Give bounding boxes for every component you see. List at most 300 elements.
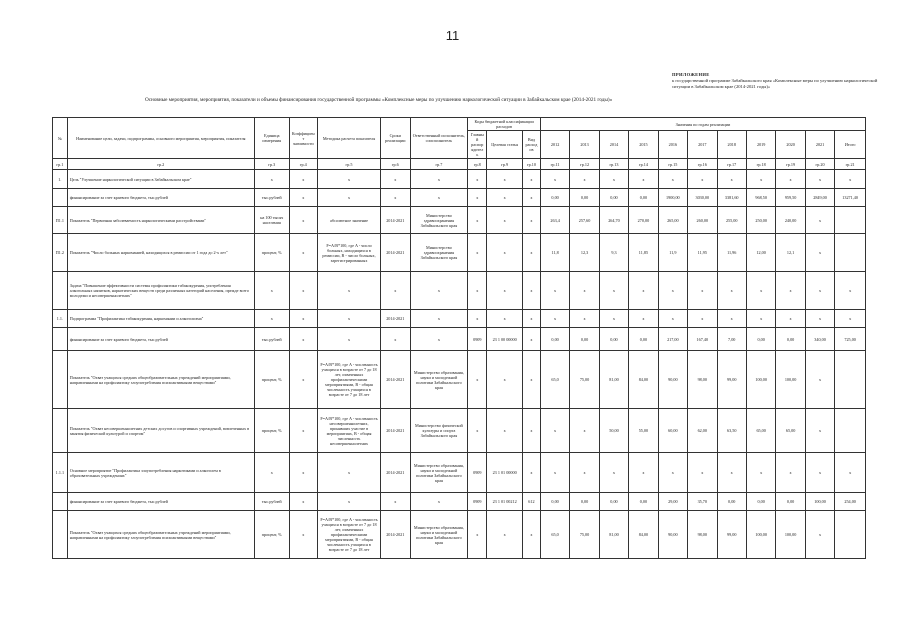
table-cell: х bbox=[776, 170, 805, 189]
table-cell: 260,00 bbox=[688, 207, 717, 234]
table-cell: х bbox=[835, 170, 866, 189]
table-row bbox=[53, 207, 866, 234]
table-cell: х bbox=[523, 189, 541, 207]
table-cell: х bbox=[487, 409, 523, 453]
table-head bbox=[53, 118, 866, 170]
table-cell: 2014-2021 bbox=[381, 409, 410, 453]
table-row bbox=[53, 511, 866, 559]
table-cell: 81,00 bbox=[599, 511, 628, 559]
table-cell: х bbox=[468, 351, 487, 409]
table-cell: х bbox=[523, 272, 541, 310]
column-number-row bbox=[53, 159, 866, 170]
table-cell: 968,50 bbox=[746, 189, 775, 207]
table-cell: 0,00 bbox=[570, 189, 599, 207]
table-cell: Министерство здравоохранения Забайкальского края bbox=[410, 207, 468, 234]
table-cell: 90,00 bbox=[658, 511, 687, 559]
table-cell: х bbox=[805, 207, 834, 234]
table-cell: х bbox=[410, 328, 468, 351]
table-cell: х bbox=[805, 234, 834, 272]
table-cell: 0,00 bbox=[570, 328, 599, 351]
table-cell: х bbox=[523, 409, 541, 453]
table-cell: х bbox=[629, 272, 658, 310]
table-cell bbox=[835, 511, 866, 559]
page-number: 11 bbox=[445, 28, 460, 43]
column-number: гр.5 bbox=[317, 159, 380, 170]
table-cell: х bbox=[289, 189, 317, 207]
table-cell: 255,00 bbox=[717, 207, 746, 234]
table-cell: 250,00 bbox=[746, 207, 775, 234]
row-label: Показатель "Число больных наркоманией, находящихся в ремиссии от 1 года до 2-х лет" bbox=[67, 234, 254, 272]
table-cell bbox=[53, 493, 68, 511]
table-cell: F=A/B*100, где A - численность учащихся в возрасте от 7 до 18 лет, охваченных профилактическими мероприятиями, B - общая численность учащихся в возрасте от 7 до 18 лет bbox=[317, 351, 380, 409]
table-row bbox=[53, 328, 866, 351]
table-cell bbox=[53, 272, 68, 310]
table-cell: 340,00 bbox=[805, 328, 834, 351]
column-number: гр.2 bbox=[67, 159, 254, 170]
table-cell: 84,00 bbox=[629, 511, 658, 559]
row-label: Задача "Повышение эффективности системы профилактики табакокурения, употребления алкогольных напитков, наркотических веществ среди различных категорий населения, прежде всего молодежи и несовершеннолетних" bbox=[67, 272, 254, 310]
table-cell: 0,00 bbox=[629, 189, 658, 207]
table-cell: 35,70 bbox=[688, 493, 717, 511]
table-cell: х bbox=[254, 310, 289, 328]
table-cell: х bbox=[468, 189, 487, 207]
table-cell: 167,40 bbox=[688, 328, 717, 351]
table-cell: процент, % bbox=[254, 511, 289, 559]
table-cell: х bbox=[570, 310, 599, 328]
table-cell: х bbox=[289, 207, 317, 234]
table-cell: х bbox=[254, 453, 289, 493]
table-row bbox=[53, 234, 866, 272]
table-cell: 75,00 bbox=[570, 511, 599, 559]
column-number: гр.15 bbox=[658, 159, 687, 170]
column-number: гр.8 bbox=[468, 159, 487, 170]
table-cell: х bbox=[717, 453, 746, 493]
column-number: гр.4 bbox=[289, 159, 317, 170]
table-cell: х bbox=[523, 234, 541, 272]
table-cell: абсолютное значение bbox=[317, 207, 380, 234]
table-row bbox=[53, 310, 866, 328]
table-cell: х bbox=[717, 310, 746, 328]
table-cell: 2014-2021 bbox=[381, 207, 410, 234]
table-cell: х bbox=[805, 351, 834, 409]
table-cell: тыс.рублей bbox=[254, 493, 289, 511]
table-cell bbox=[53, 351, 68, 409]
table-cell: х bbox=[776, 310, 805, 328]
table-cell: х bbox=[468, 511, 487, 559]
table-cell: тыс.рублей bbox=[254, 189, 289, 207]
table-cell: 254,00 bbox=[835, 493, 866, 511]
program-table bbox=[52, 117, 866, 559]
header-year: 2020 bbox=[776, 131, 805, 159]
table-cell: х bbox=[487, 310, 523, 328]
table-cell: х bbox=[317, 170, 380, 189]
table-cell: х bbox=[540, 170, 569, 189]
table-cell: 0,00 bbox=[570, 493, 599, 511]
table-cell: 240,00 bbox=[776, 207, 805, 234]
header-name: Наименование цели, задачи, подпрограммы, основного мероприятия, мероприятия, показателя bbox=[67, 118, 254, 159]
table-cell: х bbox=[468, 310, 487, 328]
table-cell: х bbox=[381, 493, 410, 511]
table-cell: х bbox=[746, 272, 775, 310]
table-cell: х bbox=[487, 351, 523, 409]
table-cell: 2014-2021 bbox=[381, 453, 410, 493]
table-cell: 100,00 bbox=[746, 511, 775, 559]
header-values: Значения по годам реализации bbox=[540, 118, 865, 131]
header-budget-codes: Коды бюджетной классификации расходов bbox=[468, 118, 541, 131]
column-number: гр.11 bbox=[540, 159, 569, 170]
table-cell: F=A/B*100, где A - численность учащихся в возрасте от 7 до 18 лет, охваченных профилактическими мероприятиями, B - общая численность учащихся в возрасте от 7 до 18 лет bbox=[317, 511, 380, 559]
header-num: № bbox=[53, 118, 68, 159]
table-cell: х bbox=[805, 170, 834, 189]
header-unit: Единица измерения bbox=[254, 118, 289, 159]
table-cell: 13271,40 bbox=[835, 189, 866, 207]
table-cell: 2014-2021 bbox=[381, 511, 410, 559]
row-label: Основное мероприятие "Профилактика злоупотребления наркотиками и алкоголем в образовательных учреждениях" bbox=[67, 453, 254, 493]
table-cell: х bbox=[540, 272, 569, 310]
table-cell: х bbox=[540, 409, 569, 453]
table-cell: х bbox=[410, 493, 468, 511]
table-cell: х bbox=[746, 170, 775, 189]
table-cell: х bbox=[468, 234, 487, 272]
table-cell: х bbox=[523, 328, 541, 351]
header-coef: Коэффициент значимости bbox=[289, 118, 317, 159]
table-cell: х bbox=[717, 170, 746, 189]
row-label: Цель "Улучшение наркологической ситуации в Забайкальском крае" bbox=[67, 170, 254, 189]
header-year: 2016 bbox=[658, 131, 687, 159]
table-cell: F=A/B*100, где A - число больных, находящихся в ремиссии, B - число больных, зарегистрированных bbox=[317, 234, 380, 272]
table-cell: 3381,60 bbox=[717, 189, 746, 207]
table-cell: х bbox=[658, 453, 687, 493]
table-cell: 62,00 bbox=[688, 409, 717, 453]
table-cell: 263,4 bbox=[540, 207, 569, 234]
column-number: гр.7 bbox=[410, 159, 468, 170]
column-number: гр.10 bbox=[523, 159, 541, 170]
column-number: гр.18 bbox=[746, 159, 775, 170]
table-cell: 99,00 bbox=[717, 511, 746, 559]
table-cell: х bbox=[317, 272, 380, 310]
table-cell: х bbox=[410, 189, 468, 207]
row-label: финансирование за счет краевого бюджета, тыс.рублей bbox=[67, 189, 254, 207]
table-cell: 11,95 bbox=[688, 234, 717, 272]
table-cell: х bbox=[805, 453, 834, 493]
table-cell: 75,00 bbox=[570, 351, 599, 409]
table-cell: х bbox=[487, 511, 523, 559]
table-cell: 0,00 bbox=[629, 493, 658, 511]
header-vr: Вид расходов bbox=[523, 131, 541, 159]
table-cell: х bbox=[289, 351, 317, 409]
table-cell: 2014-2021 bbox=[381, 310, 410, 328]
table-cell: х bbox=[540, 310, 569, 328]
table-cell: х bbox=[381, 189, 410, 207]
header-year: 2018 bbox=[717, 131, 746, 159]
table-cell: х bbox=[289, 453, 317, 493]
table-cell: х bbox=[381, 272, 410, 310]
table-cell: 264,70 bbox=[599, 207, 628, 234]
table-cell: 65,0 bbox=[540, 351, 569, 409]
table-cell: 0,00 bbox=[776, 328, 805, 351]
column-number: гр.20 bbox=[805, 159, 834, 170]
row-label: Показатель "Охват учащихся средних общеобразовательных учреждений мероприятиями, направленными на профилактику злоупотребления психоактивными веществами" bbox=[67, 511, 254, 559]
table-cell: 257,60 bbox=[570, 207, 599, 234]
table-cell: х bbox=[835, 272, 866, 310]
table-cell: 90,00 bbox=[658, 351, 687, 409]
table-cell: х bbox=[487, 170, 523, 189]
table-row bbox=[53, 272, 866, 310]
table-cell: Министерство образования, науки и молодежной политики Забайкальского края bbox=[410, 453, 468, 493]
table-cell: 99,00 bbox=[717, 351, 746, 409]
table-cell: 0,00 bbox=[540, 493, 569, 511]
table-cell: х bbox=[289, 328, 317, 351]
table-cell: 65,0 bbox=[540, 511, 569, 559]
column-number: гр.3 bbox=[254, 159, 289, 170]
document-title: Основные мероприятия, мероприятия, показатели и объемы финансирования государственной программы «Комплексные меры по улучшению наркологической ситуации в Забайкальском крае (2014-2021 годы)» bbox=[145, 97, 613, 103]
table-cell: х bbox=[746, 310, 775, 328]
table-cell: х bbox=[410, 310, 468, 328]
table-cell: х bbox=[289, 170, 317, 189]
table-cell: 0909 bbox=[468, 493, 487, 511]
table-cell: х bbox=[835, 453, 866, 493]
table-cell: 60,00 bbox=[658, 409, 687, 453]
table-cell: х bbox=[289, 310, 317, 328]
table-cell: 100,00 bbox=[776, 351, 805, 409]
table-cell: х bbox=[805, 409, 834, 453]
column-number: гр.16 bbox=[688, 159, 717, 170]
table-cell: процент, % bbox=[254, 351, 289, 409]
header-year: 2015 bbox=[629, 131, 658, 159]
header-grbs: Главный распорядитель bbox=[468, 131, 487, 159]
row-label: финансирование за счет краевого бюджета, тыс.рублей bbox=[67, 328, 254, 351]
table-cell: х bbox=[468, 170, 487, 189]
table-cell: 2849,00 bbox=[805, 189, 834, 207]
table-cell: х bbox=[317, 189, 380, 207]
table-cell: 725,00 bbox=[835, 328, 866, 351]
table-cell: х bbox=[317, 453, 380, 493]
table-cell: 2014-2021 bbox=[381, 351, 410, 409]
table-cell: х bbox=[289, 272, 317, 310]
table-cell: х bbox=[289, 234, 317, 272]
table-cell: х bbox=[688, 272, 717, 310]
table-cell: х bbox=[487, 207, 523, 234]
table-cell: х bbox=[746, 453, 775, 493]
table-cell: 65,00 bbox=[776, 409, 805, 453]
table-cell: х bbox=[629, 170, 658, 189]
table-cell: х bbox=[410, 272, 468, 310]
table-cell: х bbox=[570, 409, 599, 453]
table-cell: 63,50 bbox=[717, 409, 746, 453]
column-number: гр.19 bbox=[776, 159, 805, 170]
table-cell: х bbox=[317, 328, 380, 351]
table-cell: 0,00 bbox=[746, 493, 775, 511]
table-cell: на 100 тысяч населения bbox=[254, 207, 289, 234]
header-csr: Целевая статья bbox=[487, 131, 523, 159]
table-cell: 23 1 01 00212 bbox=[487, 493, 523, 511]
row-label: Показатель "Охват несовершеннолетних детских досугов и спортивных учреждений, вовлеченных в занятия физической культурой и спортом" bbox=[67, 409, 254, 453]
table-row bbox=[53, 170, 866, 189]
table-cell: 265,00 bbox=[658, 207, 687, 234]
appendix-text: к государственной программе Забайкальского края «Комплексные меры по улучшению наркологической ситуации в Забайкальском крае (2014-2021 годы)» bbox=[672, 78, 878, 89]
header-year: 2021 bbox=[805, 131, 834, 159]
table-cell: 12,1 bbox=[776, 234, 805, 272]
table-cell: 0,00 bbox=[599, 189, 628, 207]
column-number: гр.9 bbox=[487, 159, 523, 170]
header-executor: Ответственный исполнитель, соисполнитель bbox=[410, 118, 468, 159]
table-cell: 2014-2021 bbox=[381, 234, 410, 272]
header-year: 2019 bbox=[746, 131, 775, 159]
row-label: Показатель "Охват учащихся средних общеобразовательных учреждений мероприятиями, направленными на профилактику злоупотребления психоактивными веществами" bbox=[67, 351, 254, 409]
table-body bbox=[53, 170, 866, 559]
table-cell: х bbox=[658, 272, 687, 310]
table-cell: х bbox=[835, 310, 866, 328]
table-cell: 0,00 bbox=[746, 328, 775, 351]
table-cell: х bbox=[658, 310, 687, 328]
table-cell: х bbox=[776, 272, 805, 310]
table-cell: 55,00 bbox=[629, 409, 658, 453]
table-cell: х bbox=[805, 310, 834, 328]
table-cell: х bbox=[570, 453, 599, 493]
table-cell: х bbox=[599, 170, 628, 189]
table-cell: х bbox=[570, 170, 599, 189]
table-cell: Министерство образования, науки и молодежной политики Забайкальского края bbox=[410, 351, 468, 409]
table-cell: 0909 bbox=[468, 453, 487, 493]
table-cell: х bbox=[805, 511, 834, 559]
table-cell: процент, % bbox=[254, 409, 289, 453]
table-cell: 1. bbox=[53, 170, 68, 189]
table-cell: процент, % bbox=[254, 234, 289, 272]
row-label: финансирование за счет краевого бюджета, тыс.рублей bbox=[67, 493, 254, 511]
table-cell: х bbox=[599, 453, 628, 493]
table-cell: П1.1 bbox=[53, 207, 68, 234]
table-row bbox=[53, 409, 866, 453]
table-cell: 217,00 bbox=[658, 328, 687, 351]
column-number: гр.6 bbox=[381, 159, 410, 170]
table-cell: х bbox=[289, 493, 317, 511]
header-method: Методика расчета показателя bbox=[317, 118, 380, 159]
appendix-heading: ПРИЛОЖЕНИЕ bbox=[672, 72, 710, 77]
table-cell: х bbox=[658, 170, 687, 189]
table-cell: х bbox=[487, 234, 523, 272]
table-cell: 11,9 bbox=[658, 234, 687, 272]
table-cell: х bbox=[523, 453, 541, 493]
table-cell: х bbox=[629, 453, 658, 493]
table-cell: х bbox=[523, 170, 541, 189]
table-cell: 100,00 bbox=[776, 511, 805, 559]
table-cell: 0,00 bbox=[776, 493, 805, 511]
table-cell: 23 1 01 00000 bbox=[487, 453, 523, 493]
table-cell: Министерство здравоохранения Забайкальского края bbox=[410, 234, 468, 272]
table-cell: 11,8 bbox=[540, 234, 569, 272]
table-cell: х bbox=[523, 511, 541, 559]
table-cell: 0,00 bbox=[540, 328, 569, 351]
table-cell: 23 1 00 00000 bbox=[487, 328, 523, 351]
table-cell: Министерство образования, науки и молодежной политики Забайкальского края bbox=[410, 511, 468, 559]
table-cell: 1.1. bbox=[53, 310, 68, 328]
table-cell: 65,00 bbox=[746, 409, 775, 453]
table-cell: 3030,00 bbox=[688, 189, 717, 207]
table-cell: х bbox=[523, 207, 541, 234]
column-number: гр.12 bbox=[570, 159, 599, 170]
table-cell: 98,00 bbox=[688, 511, 717, 559]
table-cell bbox=[835, 207, 866, 234]
table-cell: 0909 bbox=[468, 328, 487, 351]
column-number: гр.14 bbox=[629, 159, 658, 170]
table-cell: х bbox=[254, 170, 289, 189]
table-cell: х bbox=[317, 310, 380, 328]
table-cell: П1.2 bbox=[53, 234, 68, 272]
table-cell: 270,00 bbox=[629, 207, 658, 234]
table-cell bbox=[835, 351, 866, 409]
table-cell: 100,00 bbox=[805, 493, 834, 511]
header-period: Сроки реализации bbox=[381, 118, 410, 159]
table-cell: х bbox=[805, 272, 834, 310]
table-cell: х bbox=[570, 272, 599, 310]
table-cell: х bbox=[688, 170, 717, 189]
row-label: Показатель "Первичная заболеваемость наркологическими расстройствами" bbox=[67, 207, 254, 234]
table-cell: х bbox=[717, 272, 746, 310]
table-cell: 0,00 bbox=[629, 328, 658, 351]
table-cell: 9,3 bbox=[599, 234, 628, 272]
table-cell: х bbox=[289, 511, 317, 559]
table-cell: 612 bbox=[523, 493, 541, 511]
table-cell: 84,00 bbox=[629, 351, 658, 409]
table-cell: х bbox=[523, 310, 541, 328]
table-row bbox=[53, 351, 866, 409]
table-cell: 0,00 bbox=[599, 328, 628, 351]
table-cell bbox=[53, 511, 68, 559]
table-cell: х bbox=[381, 170, 410, 189]
column-number: гр.1 bbox=[53, 159, 68, 170]
table-cell bbox=[835, 234, 866, 272]
table-cell: F=A/B*100, где A - численность несовершеннолетних, принявших участие в мероприятиях, B - общая численность несовершеннолетних bbox=[317, 409, 380, 453]
table-cell: 0,00 bbox=[540, 189, 569, 207]
table-cell bbox=[53, 328, 68, 351]
table-cell: х bbox=[599, 272, 628, 310]
table-cell: 50,00 bbox=[599, 409, 628, 453]
table-cell: х bbox=[381, 328, 410, 351]
row-label: Подпрограмма "Профилактика табакокурения, наркомании и алкоголизма" bbox=[67, 310, 254, 328]
table-cell: тыс.рублей bbox=[254, 328, 289, 351]
table-cell: 11,96 bbox=[717, 234, 746, 272]
table-cell bbox=[53, 189, 68, 207]
table-cell: х bbox=[468, 409, 487, 453]
table-cell: х bbox=[688, 310, 717, 328]
table-cell: х bbox=[776, 453, 805, 493]
table-cell: 1900,00 bbox=[658, 189, 687, 207]
table-cell: х bbox=[540, 453, 569, 493]
column-number: гр.17 bbox=[717, 159, 746, 170]
table-cell bbox=[53, 409, 68, 453]
table-cell: 100,00 bbox=[746, 351, 775, 409]
table-row bbox=[53, 189, 866, 207]
table-cell: х bbox=[599, 310, 628, 328]
appendix-note bbox=[672, 72, 882, 90]
table-cell: х bbox=[523, 351, 541, 409]
table-cell: 7,00 bbox=[717, 328, 746, 351]
table-cell: х bbox=[317, 493, 380, 511]
table-cell: 12,00 bbox=[746, 234, 775, 272]
table-cell: х bbox=[487, 272, 523, 310]
column-number: гр.21 bbox=[835, 159, 866, 170]
table-cell: х bbox=[688, 453, 717, 493]
table-cell: 29,00 bbox=[658, 493, 687, 511]
table-cell: х bbox=[468, 272, 487, 310]
table-cell: 81,00 bbox=[599, 351, 628, 409]
table-cell: 98,00 bbox=[688, 351, 717, 409]
table-row bbox=[53, 453, 866, 493]
column-number: гр.13 bbox=[599, 159, 628, 170]
table-cell: х bbox=[289, 409, 317, 453]
header-year: 2012 bbox=[540, 131, 569, 159]
table-row bbox=[53, 493, 866, 511]
